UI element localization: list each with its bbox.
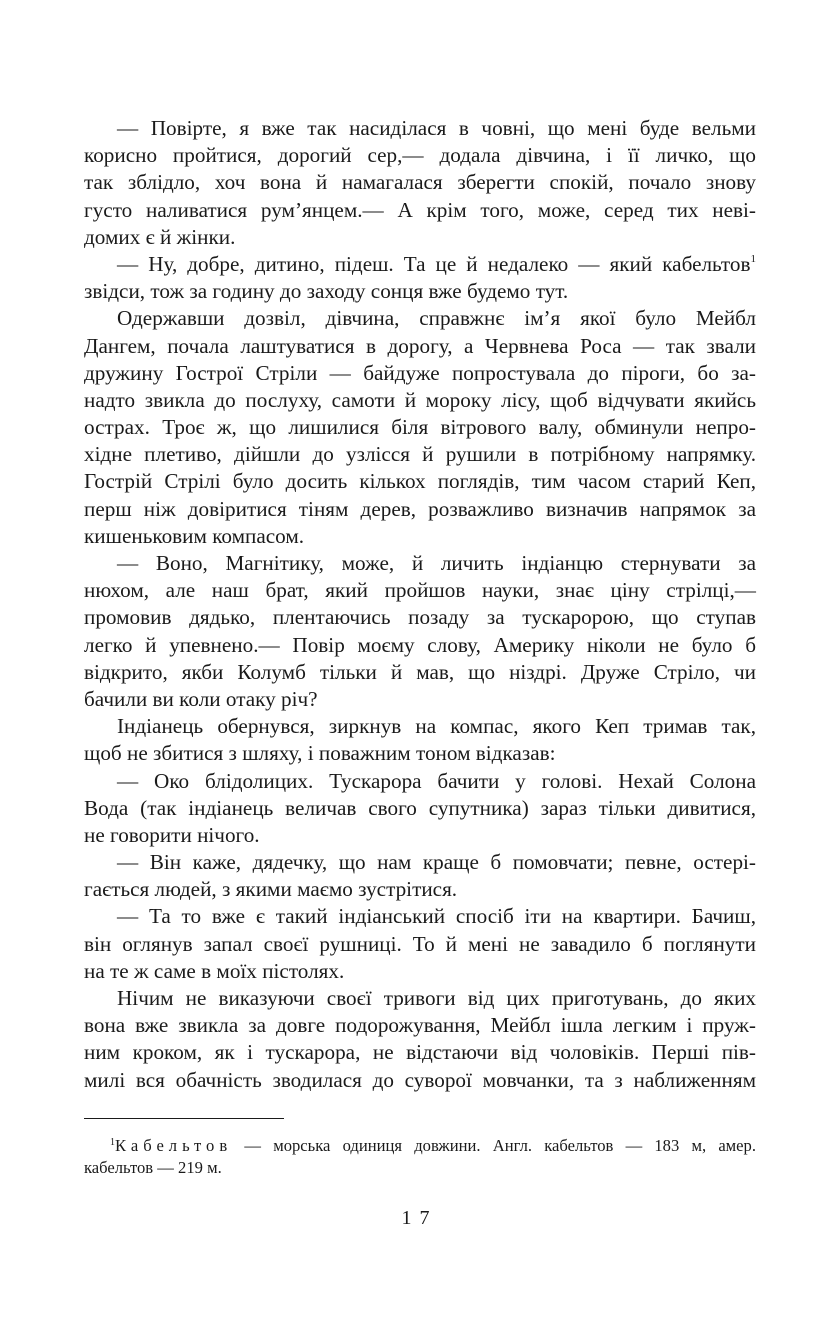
text-line: відкрито, якби Колумб тільки й мав, що ніздрі. Друже Стріло, чи [84, 659, 756, 684]
text-line: острах. Троє ж, що лишилися біля вітрового валу, обминули непро- [84, 415, 756, 440]
text-line: легко й упевнено.— Повір моєму слову, Америку ніколи не було б [84, 632, 756, 657]
text-line-with-footnote-ref [84, 251, 756, 278]
text-line: густо наливатися рум’янцем.— А крім того, може, серед тих неві- [84, 197, 756, 222]
body-text [84, 115, 756, 1094]
text-line: не говорити нічого. [84, 822, 260, 847]
footnote-line [84, 1135, 756, 1157]
text-line: ним кроком, як і тускарора, не відстаючи від чоловіків. Перші пів- [84, 1040, 756, 1065]
footnote-divider [84, 1118, 284, 1119]
text-line: — Та то вже є такий індіанський спосіб іти на квартири. Бачиш, [117, 904, 756, 929]
text-line: — Око блідолицих. Тускарора бачити у голові. Нехай Солона [117, 768, 756, 793]
text-line: Одержавши дозвіл, дівчина, справжнє ім’я якої було Мейбл [117, 306, 756, 331]
text-line: бачили ви коли отаку річ? [84, 686, 318, 711]
text-line: — Повірте, я вже так насиділася в човні, що мені буде вельми [117, 116, 756, 140]
text-line: вона вже звикла за довге подорожування, Мейбл ішла легким і пруж- [84, 1013, 756, 1038]
footnote-definition: — морська одиниця довжини. Англ. кабельтов — 183 м, амер. [232, 1136, 756, 1155]
text-line: щоб не збитися з шляху, і поважним тоном відказав: [84, 741, 556, 766]
text-line: надто звикла до послуху, самоти й мороку лісу, щоб відчувати якийсь [84, 387, 756, 412]
footnotes [84, 1135, 756, 1179]
text-line: — Він каже, дядечку, що нам краще б помовчати; певне, остері- [117, 850, 756, 875]
text-line: хідне плетиво, дійшли до узлісся й рушили в потрібному напрямку. [84, 442, 756, 467]
text-line: Гострій Стрілі було досить кількох поглядів, тим часом старий Кеп, [84, 469, 756, 494]
text-line: Вода (так індіанець величав свого супутника) зараз тільки дивитися, [84, 795, 756, 820]
footnote-term: Кабельтов [115, 1136, 233, 1155]
text-line: перш ніж довіритися тіням дерев, розважливо визначив напрямок за [84, 496, 756, 521]
text-line: корисно пройтися, дорогий сер,— додала дівчина, і її личко, що [84, 143, 756, 168]
text-line: Нічим не виказуючи своєї тривоги від цих приготувань, до яких [117, 986, 756, 1010]
footnote-marker: 1 [110, 1137, 115, 1148]
footnote-line: кабельтов — 219 м. [84, 1158, 222, 1177]
text-line: Індіанець обернувся, зиркнув на компас, якого Кеп тримав так, [117, 714, 756, 739]
text-line: милі вся обачність зводилася до суворої мовчанки, та з наближенням [84, 1067, 756, 1092]
page-number: 17 [401, 1207, 438, 1229]
text-line: він оглянув запал своєї рушниці. То й мені не завадило б поглянути [84, 931, 756, 956]
text-line: звідси, тож за годину до заходу сонця вже будемо тут. [84, 279, 569, 304]
footnote-reference: 1 [750, 252, 756, 265]
text-line: дружину Гострої Стріли — байдуже попростувала до піроги, бо за- [84, 360, 756, 385]
text-line: — Ну, добре, дитино, підеш. Та це й недалеко — який кабельтов [117, 251, 751, 276]
text-line: промовив дядько, плентаючись позаду за тускаророю, що ступав [84, 605, 756, 630]
text-line: кишеньковим компасом. [84, 523, 305, 548]
text-line: гається людей, з якими маємо зустрітися. [84, 877, 458, 902]
text-line: на те ж саме в моїх пістолях. [84, 958, 345, 983]
text-line: Дангем, почала лаштуватися в дорогу, а Червнева Роса — так звали [84, 333, 756, 358]
text-line: так зблідло, хоч вона й намагалася зберегти спокій, почало знову [84, 170, 756, 195]
text-line: нюхом, але наш брат, який пройшов науки, знає ціну стрілці,— [84, 578, 756, 603]
text-line: домих є й жінки. [84, 224, 236, 249]
text-line: — Воно, Магнітику, може, й личить індіанцю стернувати за [117, 551, 756, 575]
